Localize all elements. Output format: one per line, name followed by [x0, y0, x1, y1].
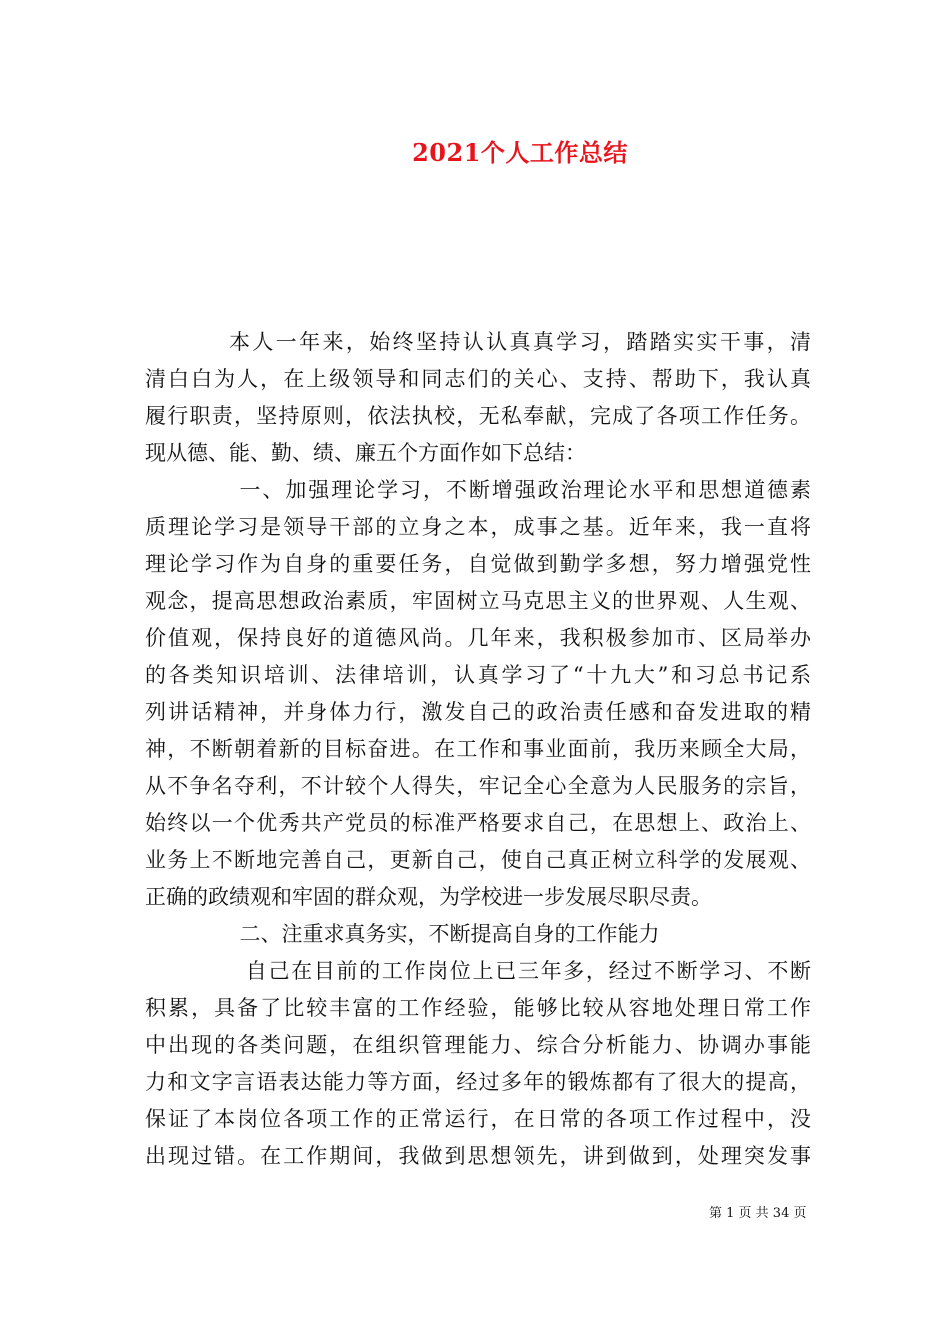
body-line: 中出现的各类问题，在组织管理能力、综合分析能力、协调办事能 [145, 1033, 811, 1057]
body-line: 神，不断朝着新的目标奋进。在工作和事业面前，我历来顾全大局， [145, 737, 811, 761]
body-line: 始终以一个优秀共产党员的标准严格要求自己，在思想上、政治上、 [145, 811, 811, 835]
body-line: 现从德、能、勤、绩、廉五个方面作如下总结： [145, 441, 586, 465]
body-line: 出现过错。在工作期间，我做到思想领先，讲到做到，处理突发事 [145, 1144, 811, 1168]
document-body [145, 324, 811, 1175]
body-line: 二、注重求真务实，不断提高自身的工作能力 [239, 922, 660, 946]
body-line: 一、加强理论学习，不断增强政治理论水平和思想道德素 [239, 478, 811, 502]
body-line: 从不争名夺利，不计较个人得失，牢记全心全意为人民服务的宗旨， [145, 774, 811, 798]
body-line: 价值观，保持良好的道德风尚。几年来，我积极参加市、区局举办 [145, 626, 811, 650]
body-line: 正确的政绩观和牢固的群众观，为学校进一步发展尽职尽责。 [145, 885, 712, 909]
body-line: 质理论学习是领导干部的立身之本，成事之基。近年来，我一直将 [145, 515, 811, 539]
body-line: 理论学习作为自身的重要任务，自觉做到勤学多想，努力增强党性 [145, 552, 811, 576]
body-line: 的各类知识培训、法律培训，认真学习了“十九大”和习总书记系 [145, 663, 811, 687]
document-title: 2021个人工作总结 [412, 138, 628, 167]
body-line: 清白白为人，在上级领导和同志们的关心、支持、帮助下，我认真 [145, 367, 811, 391]
body-line: 履行职责，坚持原则，依法执校，无私奉献，完成了各项工作任务。 [145, 404, 811, 428]
body-line: 自己在目前的工作岗位上已三年多，经过不断学习、不断 [245, 959, 811, 983]
body-line: 积累，具备了比较丰富的工作经验，能够比较从容地处理日常工作 [145, 996, 811, 1020]
page-number: 第 1 页 共 34 页 [709, 1206, 807, 1221]
body-line: 观念，提高思想政治素质，牢固树立马克思主义的世界观、人生观、 [145, 589, 811, 613]
body-line: 保证了本岗位各项工作的正常运行，在日常的各项工作过程中，没 [145, 1107, 811, 1131]
body-line: 本人一年来，始终坚持认认真真学习，踏踏实实干事，清 [229, 330, 811, 354]
body-line: 业务上不断地完善自己，更新自己，使自己真正树立科学的发展观、 [145, 848, 811, 872]
body-line: 列讲话精神，并身体力行，激发自己的政治责任感和奋发进取的精 [145, 700, 811, 724]
body-line: 力和文字言语表达能力等方面，经过多年的锻炼都有了很大的提高， [145, 1070, 811, 1094]
